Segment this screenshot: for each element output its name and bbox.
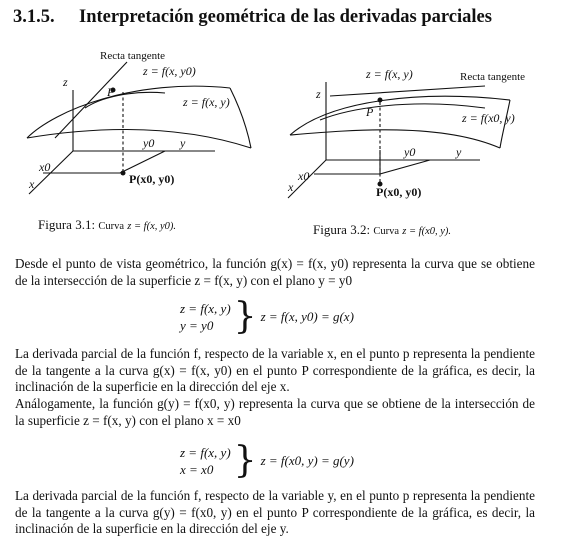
y0-guide — [380, 160, 430, 174]
figure-3-2 — [270, 60, 545, 210]
tangent-line — [330, 86, 485, 96]
y-axis-label: y — [180, 136, 186, 150]
section-number: 3.1.5. — [13, 7, 55, 27]
system2-result: z = f(x0, y) = g(y) — [260, 453, 354, 468]
equation-system-2 — [180, 440, 354, 481]
system2-line1: z = f(x, y) — [180, 445, 231, 460]
curve-label: z = f(x, y0) — [143, 64, 196, 78]
surface-label: z = f(x, y) — [366, 67, 413, 81]
paragraph-3: Análogamente, la función g(y) = f(x0, y) representa la curva que se obtiene de la intersección de la superficie z = f(x, y) con el plano x = x0 — [15, 396, 535, 428]
paragraph-4: La derivada parcial de la función f, respecto de la variable y, en el punto p representa la pendiente de la tangente a la curva g(y) = f(x0, y) en el punto P correspondiente de la gráfica, es decir, la inclinación de la superficie en la dirección del eje y. — [15, 488, 535, 536]
surface-side-edge — [230, 88, 251, 148]
point-p-label: P — [366, 105, 374, 119]
caption-text: Curva — [98, 221, 124, 232]
system2-line2: x = x0 — [180, 462, 214, 477]
z-axis-label: z — [63, 75, 68, 89]
caption-prefix: Figura 3.2: — [313, 222, 371, 237]
system1-result: z = f(x, y0) = g(x) — [260, 309, 354, 324]
point-p-label: P — [107, 85, 115, 99]
y-axis-label: y — [456, 145, 462, 159]
point-p-marker — [378, 98, 383, 103]
y0-label: y0 — [143, 136, 155, 150]
system1-line2: y = y0 — [180, 318, 214, 333]
recta-tangente-label: Recta tangente — [100, 50, 166, 62]
tangent-line — [55, 62, 127, 138]
recta-tangente-label: Recta tangente — [460, 71, 526, 83]
brace-icon: } — [233, 440, 257, 481]
x-axis-label: x — [29, 177, 35, 191]
caption-text: Curva — [373, 226, 399, 237]
y0-label: y0 — [404, 145, 416, 159]
figure-3-1 — [15, 48, 265, 208]
caption-math: z = f(x, y0). — [127, 221, 177, 232]
section-title: Interpretación geométrica de las derivadas parciales — [79, 7, 492, 27]
paragraph-2: La derivada parcial de la función f, respecto de la variable x, en el punto p representa la pendiente de la tangente a la curva g(x) = f(x, y0) en el punto P correspondiente de la gráfica, es decir, la inclinación de la superficie en la dirección del eje x. — [15, 346, 535, 394]
x0-label: x0 — [39, 160, 51, 174]
surface-label: z = f(x, y) — [183, 95, 230, 109]
figure-3-1-caption — [38, 217, 176, 233]
caption-math: z = f(x0, y). — [402, 226, 452, 237]
x-axis-label: x — [288, 180, 294, 194]
y0-guide — [120, 151, 165, 173]
paragraph-1: Desde el punto de vista geométrico, la función g(x) = f(x, y0) representa la curva que se obtiene de la intersección de la superficie z = f(x, y) con el plano y = y0 — [15, 256, 535, 288]
brace-icon: } — [233, 296, 257, 337]
figure-3-1-diagram — [15, 48, 265, 208]
caption-prefix: Figura 3.1: — [38, 217, 96, 232]
curve-label: z = f(x0, y) — [462, 111, 515, 125]
intersection-curve — [320, 104, 485, 120]
system1-line1: z = f(x, y) — [180, 301, 231, 316]
surface-front-edge — [290, 130, 500, 148]
x0-label: x0 — [298, 169, 310, 183]
section-heading — [13, 7, 492, 28]
point-proj-label: P(x0, y0) — [129, 172, 175, 186]
figure-3-2-caption — [313, 222, 451, 238]
z-axis-label: z — [316, 87, 321, 101]
point-proj-marker — [121, 171, 126, 176]
point-proj-label: P(x0, y0) — [376, 185, 422, 199]
equation-system-1 — [180, 296, 354, 337]
figure-3-2-diagram — [270, 60, 545, 210]
